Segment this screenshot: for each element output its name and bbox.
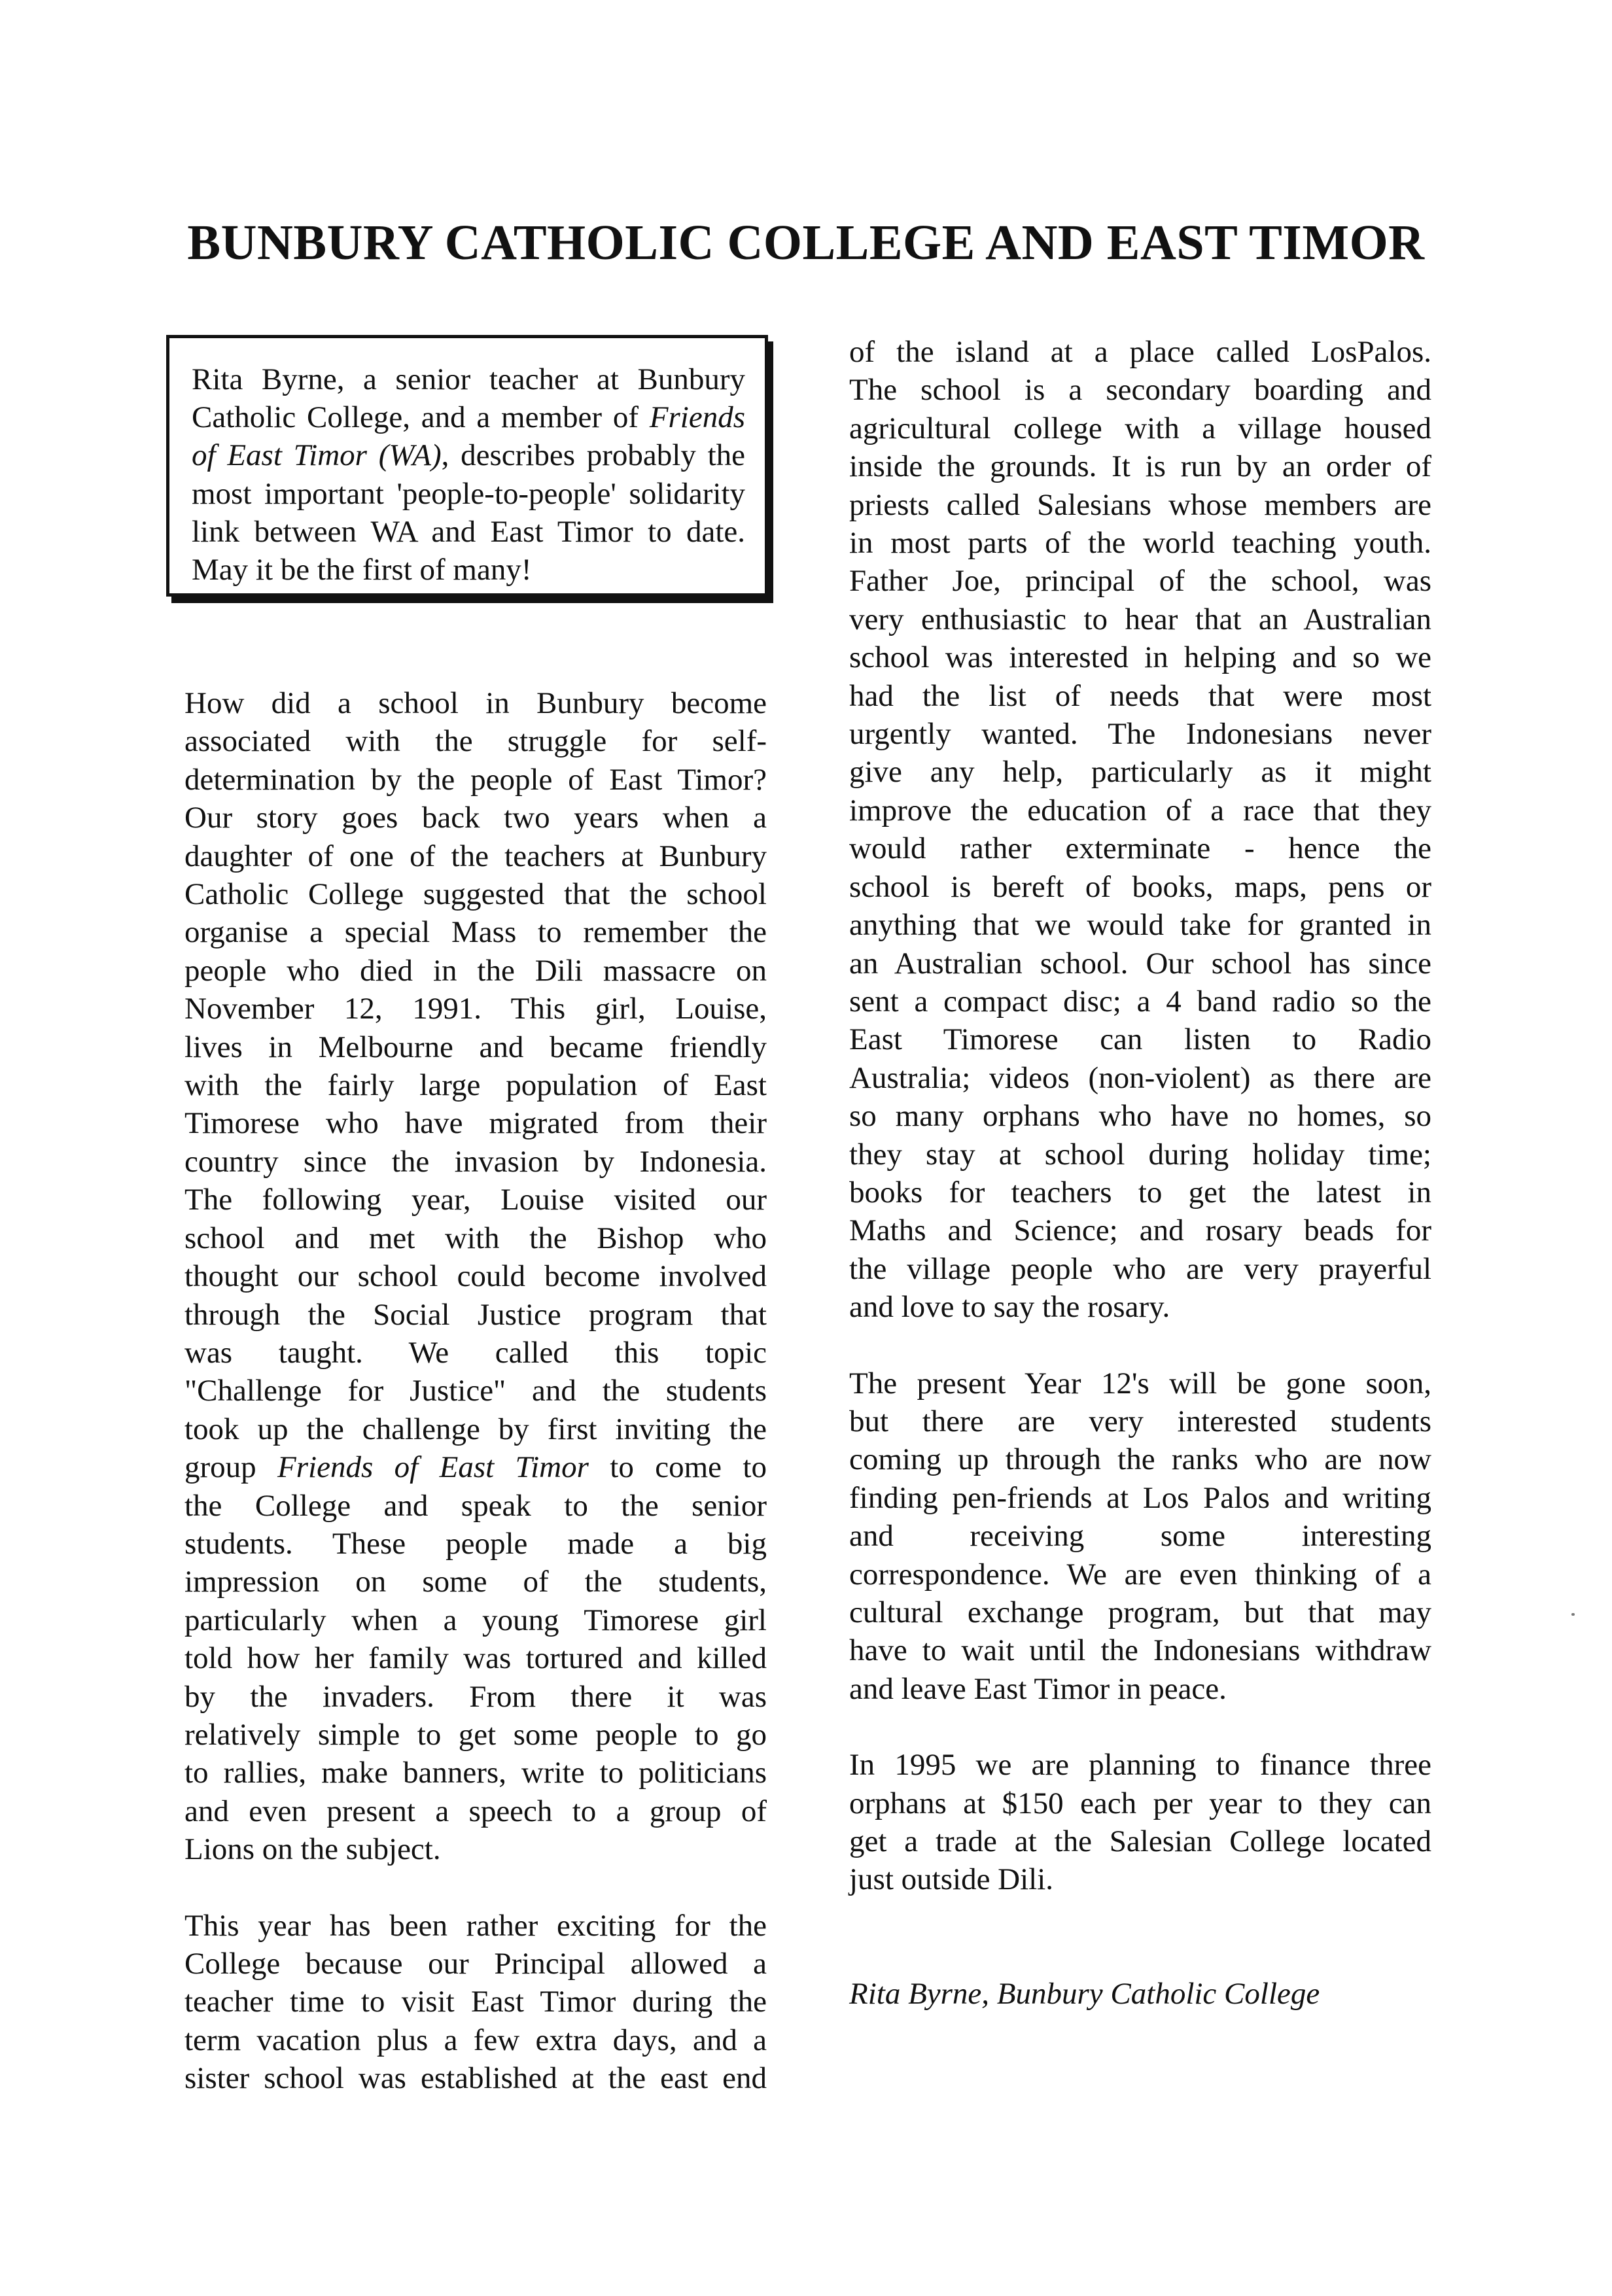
right-column <box>849 333 1431 2013</box>
text-line: Father Joe, principal of the school, was <box>849 564 1431 599</box>
text-line: by the invaders. From there it was <box>184 1679 767 1714</box>
left-column <box>184 684 767 2098</box>
text-line: with the fairly large population of East <box>184 1068 767 1103</box>
text-line: teacher time to visit East Timor during the <box>184 1985 767 2019</box>
left-paragraph-1 <box>184 684 767 1869</box>
text-line: College because our Principal allowed a <box>184 1947 767 1981</box>
text-line: relatively simple to get some people to go <box>184 1717 767 1752</box>
text-line: Maths and Science; and rosary beads for <box>849 1213 1431 1248</box>
text-line: impression on some of the students, <box>184 1565 767 1599</box>
text-line: sent a compact disc; a 4 band radio so the <box>849 984 1431 1018</box>
text-line: in most parts of the world teaching youth. <box>849 526 1431 561</box>
text-line: have to wait until the Indonesians withdraw <box>849 1633 1431 1668</box>
author-signature: Rita Byrne, Bunbury Catholic College <box>849 1976 1320 2011</box>
text-line: "Challenge for Justice" and the students <box>184 1374 767 1408</box>
text-line: Australia; videos (non-violent) as there are <box>849 1060 1431 1095</box>
text-line: priests called Salesians whose members are <box>849 487 1431 522</box>
text-line: East Timorese can listen to Radio <box>849 1022 1431 1057</box>
text-line: The following year, Louise visited our <box>184 1183 767 1217</box>
text-line: very enthusiastic to hear that an Australian <box>849 602 1431 636</box>
text-line: inside the grounds. It is run by an order of <box>849 449 1431 484</box>
text-line: correspondence. We are even thinking of a <box>849 1557 1431 1592</box>
text-line: school and met with the Bishop who <box>184 1221 767 1255</box>
right-paragraph-3 <box>849 1746 1431 1899</box>
intro-publication-name: Friends <box>649 400 745 435</box>
text-line: November 12, 1991. This girl, Louise, <box>184 992 767 1026</box>
intro-box <box>166 335 768 597</box>
text-line: Our story goes back two years when a <box>184 801 767 835</box>
text-line: anything that we would take for granted in <box>849 908 1431 943</box>
scan-speck <box>1571 1613 1575 1616</box>
text-line: just outside Dili. <box>849 1862 1054 1897</box>
text-line: urgently wanted. The Indonesians never <box>849 717 1431 752</box>
intro-line: Rita Byrne, a senior teacher at Bunbury <box>192 362 745 396</box>
text-line: the College and speak to the senior <box>184 1488 767 1523</box>
text-line: daughter of one of the teachers at Bunbury <box>184 839 767 873</box>
text-line: In 1995 we are planning to finance three <box>849 1748 1431 1783</box>
text-line: associated with the struggle for self- <box>184 724 767 759</box>
text-line: The present Year 12's will be gone soon, <box>849 1366 1431 1400</box>
text-line: agricultural college with a village housed <box>849 411 1431 445</box>
paragraph-gap <box>849 1899 1431 1975</box>
text-line: get a trade at the Salesian College located <box>849 1824 1431 1859</box>
text-line: lives in Melbourne and became friendly <box>184 1030 767 1064</box>
group-name: Friends of East Timor <box>277 1450 589 1485</box>
right-paragraph-1 <box>849 333 1431 1327</box>
text-line: organise a special Mass to remember the <box>184 915 767 950</box>
intro-line: most important 'people-to-people' solidarity <box>192 476 745 511</box>
paragraph-gap <box>184 1869 767 1907</box>
text-line: cultural exchange program, but that may <box>849 1595 1431 1629</box>
text-line: Timorese who have migrated from their <box>184 1106 767 1141</box>
text-line: and love to say the rosary. <box>849 1290 1170 1325</box>
text-line: people who died in the Dili massacre on <box>184 953 767 988</box>
text-line: but there are very interested students <box>849 1404 1431 1438</box>
paragraph-gap <box>849 1708 1431 1746</box>
text-line: orphans at $150 each per year to they can <box>849 1786 1431 1820</box>
page-title: BUNBURY CATHOLIC COLLEGE AND EAST TIMOR <box>187 215 1425 270</box>
text-line: The school is a secondary boarding and <box>849 373 1431 408</box>
intro-line: May it be the first of many! <box>192 553 532 587</box>
text-line: books for teachers to get the latest in <box>849 1175 1431 1209</box>
text-line: and receiving some interesting <box>849 1519 1431 1554</box>
intro-line: link between WA and East Timor to date. <box>192 514 745 549</box>
intro-publication-name: of East Timor (WA) <box>192 438 442 473</box>
text-line: Lions on the subject. <box>184 1832 441 1867</box>
text-line: and even present a speech to a group of <box>184 1794 767 1828</box>
text-line: improve the education of a race that they <box>849 793 1431 827</box>
intro-text: , describes probably the <box>441 438 745 473</box>
text-segment: to come to <box>588 1450 767 1485</box>
text-line: told how her family was tortured and killed <box>184 1641 767 1676</box>
intro-line <box>192 398 745 436</box>
text-line <box>184 1448 767 1486</box>
left-paragraph-2 <box>184 1907 767 2098</box>
text-line: through the Social Justice program that <box>184 1297 767 1332</box>
text-line: particularly when a young Timorese girl <box>184 1603 767 1637</box>
text-line: they stay at school during holiday time; <box>849 1137 1431 1172</box>
text-line: term vacation plus a few extra days, and a <box>184 2023 767 2057</box>
text-line: to rallies, make banners, write to politicians <box>184 1756 767 1790</box>
text-segment: group <box>184 1450 278 1485</box>
right-paragraph-2 <box>849 1365 1431 1709</box>
text-line: finding pen-friends at Los Palos and writing <box>849 1480 1431 1515</box>
text-line: give any help, particularly as it might <box>849 755 1431 790</box>
text-line: country since the invasion by Indonesia. <box>184 1144 767 1179</box>
text-line: determination by the people of East Timor? <box>184 762 767 797</box>
text-line: This year has been rather exciting for the <box>184 1908 767 1943</box>
text-line: sister school was established at the east end <box>184 2061 767 2096</box>
text-line: would rather exterminate - hence the <box>849 831 1431 866</box>
intro-text: Catholic College, and a member of <box>192 400 650 435</box>
intro-line <box>192 436 745 474</box>
text-line: How did a school in Bunbury become <box>184 686 767 720</box>
text-line: students. These people made a big <box>184 1526 767 1561</box>
text-line: was taught. We called this topic <box>184 1335 767 1370</box>
text-line: an Australian school. Our school has since <box>849 946 1431 981</box>
text-line: school is bereft of books, maps, pens or <box>849 869 1431 904</box>
text-line: so many orphans who have no homes, so <box>849 1099 1431 1134</box>
text-line: and leave East Timor in peace. <box>849 1671 1227 1706</box>
text-line: Catholic College suggested that the school <box>184 877 767 912</box>
text-line: of the island at a place called LosPalos. <box>849 335 1431 369</box>
text-line: the village people who are very prayerful <box>849 1251 1431 1286</box>
text-line: thought our school could become involved <box>184 1259 767 1294</box>
text-line: had the list of needs that were most <box>849 678 1431 713</box>
paragraph-gap <box>849 1327 1431 1365</box>
text-line: took up the challenge by first inviting the <box>184 1412 767 1446</box>
text-line: school was interested in helping and so we <box>849 640 1431 675</box>
text-line: coming up through the ranks who are now <box>849 1442 1431 1477</box>
